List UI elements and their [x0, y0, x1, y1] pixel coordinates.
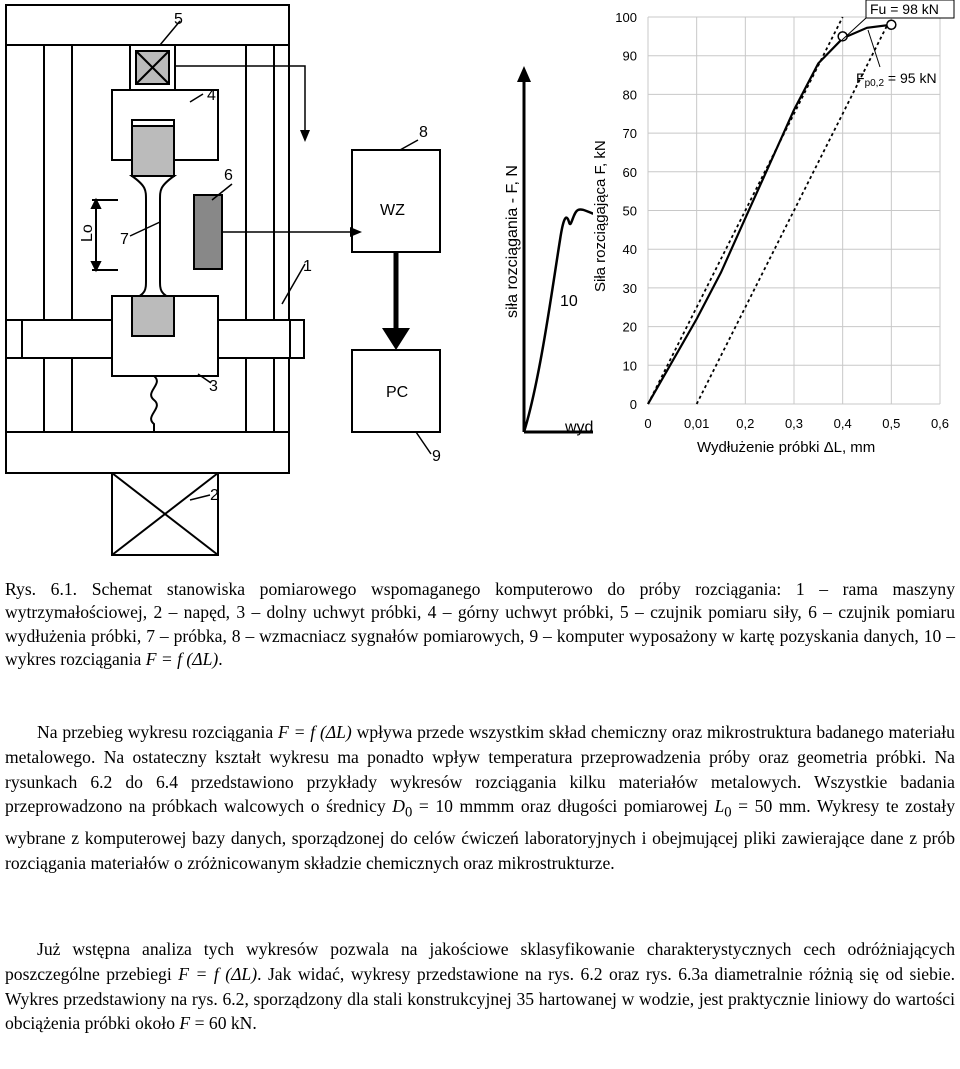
p1-d: = 50 mm. Wykresy te zostały wybrane z komputerowej bazy danych, sporządzonej do celów ćwiczeń laboratoryjnych i obejmującej pliki zawierające dane z prób rozciągania materiałów o zróżnicowanym składzie chemicznych oraz mikrostrukturze.	[5, 796, 955, 873]
fp-label-main: F	[856, 70, 865, 86]
traverse-left-stub	[6, 320, 22, 358]
p2-c: = 60 kN.	[190, 1013, 257, 1034]
p1-c: = 10 mmmm oraz długości pomiarowej	[412, 796, 715, 817]
fp-label-sub: p0,2	[864, 78, 885, 89]
machine-schematic	[6, 5, 440, 555]
small-chart-ylabel: siła rozciągania - F, N	[504, 165, 521, 318]
label-2: 2	[210, 487, 219, 504]
caption-lead: Rys. 6.1. Schemat stanowiska pomiarowego wspomaganego komputerowo do próby rozciągania: 1 – rama maszyny wytrzymałościowej, 2 – napęd, 3 – dolny uchwyt próbki, 4 – górny uchwyt próbki, 5 – czujnik pomiaru siły, 6 – czujnik pomiaru wydłużenia próbki, 7 – próbka, 8 – wzmacniacz sygnałów pomiarowych, 9 – komputer wyposażony w kartę pozyskania danych, 10 – wykres rozciągania	[5, 579, 955, 669]
y-tick-label: 30	[622, 280, 637, 296]
y-tick-label: 70	[622, 126, 637, 142]
y-tick-label: 10	[622, 358, 637, 374]
y-tick-label: 80	[622, 87, 637, 103]
main-chart	[592, 0, 960, 468]
y-tick-label: 90	[622, 48, 637, 64]
x-tick-label: 0,6	[930, 416, 950, 431]
x-tick-label: 0	[644, 416, 652, 431]
column-right	[246, 45, 274, 432]
p1-d0-sub: 0	[404, 804, 413, 821]
y-tick-label: 20	[622, 319, 637, 335]
p1-b: wpływa przede wszystkim skład chemiczny oraz mikrostruktura badanego materiału metalowego. Na ostateczny kształt wykresu ma ponadto wpływ temperatura przeprowadzenia próby oraz geometria próbki. Na rysunkach 6.2 do 6.4 przedstawiono przykłady wykresów rozciągania kilku materiałów metalowych. Wszystkie badania przeprowadzono na próbkach walcowych o średnicy	[5, 722, 955, 817]
label-lo: Lo	[79, 224, 96, 242]
label-7: 7	[120, 231, 129, 248]
figure-caption	[5, 578, 955, 671]
label-pc: PC	[386, 384, 409, 401]
label-1: 1	[303, 258, 312, 275]
label-9: 9	[432, 448, 441, 465]
p1-l0-sub: 0	[724, 804, 732, 821]
paragraph-1	[5, 720, 955, 875]
label-3: 3	[209, 378, 218, 395]
label-6: 6	[224, 167, 233, 184]
small-chart-xlabel: wyd	[565, 419, 594, 436]
label-wz: WZ	[380, 202, 405, 219]
y-tick-label: 60	[622, 164, 637, 180]
paragraph-2	[5, 937, 955, 1036]
y-tick-label: 100	[615, 10, 637, 25]
x-tick-label: 0,3	[784, 416, 804, 431]
label-5: 5	[174, 11, 183, 28]
label-4: 4	[207, 87, 216, 104]
p2-a: Już wstępna analiza tych wykresów pozwala na jakościowe sklasyfikowanie charakterystycznych cech odróżniających poszczególne przebiegi	[5, 939, 955, 984]
fp-label-value: = 95 kN	[884, 70, 937, 86]
p2-f: F	[179, 1013, 191, 1034]
specimen	[132, 176, 174, 300]
traverse-right-stub	[290, 320, 304, 358]
small-chart-10: 10	[560, 293, 578, 310]
p1-d0: D	[392, 796, 405, 817]
x-tick-label: 0,4	[833, 416, 852, 431]
x-tick-label: 0,01	[684, 416, 710, 431]
small-chart	[504, 66, 594, 436]
extensometer	[194, 195, 222, 269]
caption-formula: F = f (ΔL)	[145, 648, 219, 669]
y-tick-label: 50	[622, 203, 637, 219]
fu-label: Fu = 98 kN	[870, 1, 939, 17]
caption-tail: .	[218, 648, 223, 669]
column-left	[44, 45, 72, 432]
y-tick-label: 0	[629, 397, 637, 412]
chart-ylabel: Siła rozciągająca F, kN	[592, 140, 609, 292]
amplifier-box	[352, 150, 440, 252]
x-tick-label: 0,2	[736, 416, 755, 431]
p2-b: . Jak widać, wykresy przedstawione na rys. 6.2 oraz rys. 6.3a diametralnie różnią się od siebie. Wykres przedstawiony na rys. 6.2, sporządzony dla stali konstrukcyjnej 35 hartowanej w wodzie, jest praktycznie liniowy do wartości obciążenia próbki około	[5, 963, 955, 1034]
p1-a: Na przebieg wykresu rozciągania	[37, 722, 279, 742]
label-8: 8	[419, 124, 428, 141]
p1-l0: L	[714, 796, 725, 817]
p1-formula: F = f (ΔL)	[278, 722, 352, 742]
chart-point	[887, 20, 896, 29]
p2-formula: F = f (ΔL)	[178, 963, 258, 984]
x-tick-label: 0,5	[882, 416, 901, 431]
chart-xlabel: Wydłużenie próbki ΔL, mm	[697, 439, 876, 456]
y-tick-label: 40	[622, 242, 637, 258]
